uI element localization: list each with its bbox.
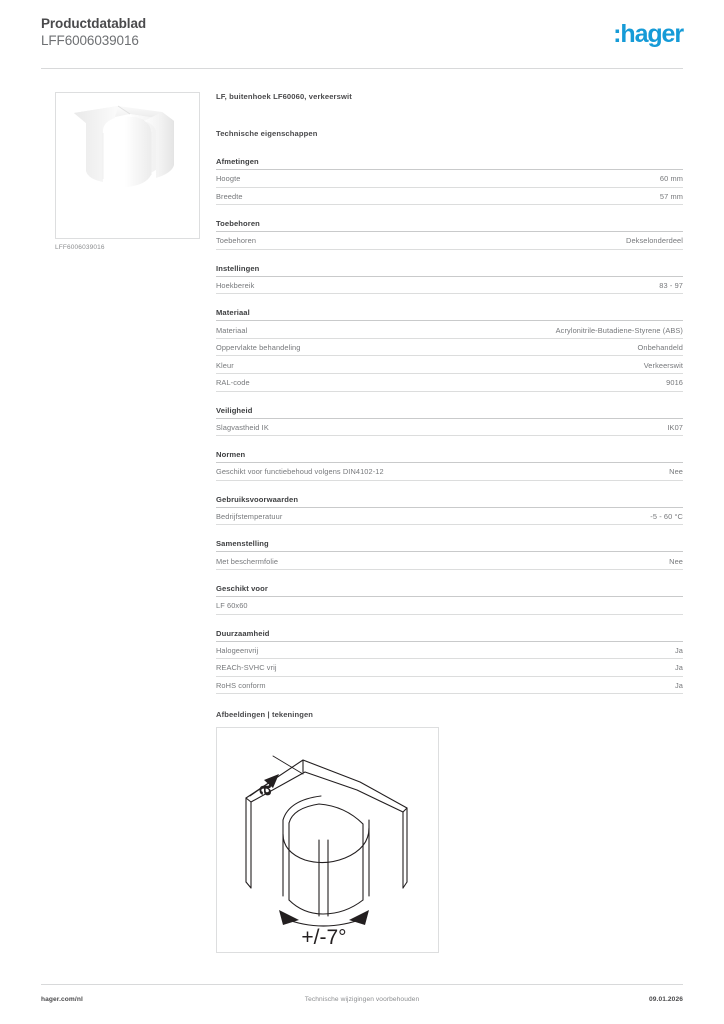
spec-label: Halogeenvrij [216,645,259,655]
spec-group-title: Instellingen [216,264,683,277]
tech-properties-heading: Technische eigenschappen [216,129,318,138]
spec-label: Geschikt voor functiebehoud volgens DIN4102-12 [216,467,384,477]
spec-group [216,584,683,615]
spec-value: Verkeerswit [643,360,683,370]
spec-group-title: Samenstelling [216,539,683,552]
spec-value: IK07 [667,422,683,432]
spec-group-title: Toebehoren [216,219,683,232]
spec-value: 60 mm [659,174,683,184]
logo-wordmark: hager [620,20,683,48]
spec-label: REACh-SVHC vrij [216,663,277,673]
spec-group-title: Normen [216,450,683,463]
drawings-heading: Afbeeldingen | tekeningen [216,710,314,720]
spec-row [216,463,683,481]
spec-row [216,597,683,615]
spec-row [216,419,683,437]
technical-drawing-frame [216,727,439,953]
spec-row [216,642,683,660]
spec-label: RAL-code [216,378,250,388]
spec-group [216,539,683,570]
spec-group-title: Duurzaamheid [216,629,683,642]
spec-group [216,157,683,205]
spec-row [216,232,683,250]
spec-value: Ja [674,663,683,673]
spec-row [216,321,683,339]
main-content [216,92,683,953]
spec-group-title: Veiligheid [216,406,683,419]
spec-group-title: Materiaal [216,308,683,321]
spec-groups [216,157,683,694]
spec-value: Ja [674,645,683,655]
spec-value: Nee [669,467,683,477]
footer-date: 09.01.2026 [648,996,683,1003]
logo-colon-mark: : [613,20,621,48]
spec-group [216,406,683,437]
spec-row [216,277,683,295]
spec-value: 9016 [666,378,683,388]
product-photo-corner-piece [56,93,197,236]
spec-label: Oppervlakte behandeling [216,343,301,353]
page-footer [41,996,683,1010]
spec-label: Kleur [216,360,234,370]
spec-group [216,308,683,391]
spec-row [216,508,683,526]
spec-label: Materiaal [216,325,248,335]
spec-group [216,495,683,526]
spec-value: Dekselonderdeel [626,236,683,246]
spec-value: 83 - 97 [659,280,683,290]
page-title: Productdatablad [41,16,147,31]
product-name: LF, buitenhoek LF60060, verkeerswit [216,92,352,101]
spec-label: Toebehoren [216,236,257,246]
technical-drawing-corner-piece [217,728,436,950]
spec-group-title: Gebruiksvoorwaarden [216,495,683,508]
header-divider [41,68,683,69]
dimension-label-a: a [253,784,276,797]
spec-row [216,677,683,695]
spec-group-title: Afmetingen [216,157,683,170]
spec-label: Met beschermfolie [216,556,279,566]
footer-disclaimer: Technische wijzigingen voorbehouden [304,996,420,1003]
spec-value: 57 mm [659,191,683,201]
spec-row [216,552,683,570]
spec-label: Bedrijfstemperatuur [216,511,283,521]
spec-label: LF 60x60 [216,601,248,611]
spec-group-title: Geschikt voor [216,584,683,597]
spec-row [216,339,683,357]
spec-label: Hoekbereik [216,280,255,290]
page-header [41,16,683,68]
footer-website-link[interactable]: hager.com/nl [41,996,83,1003]
product-reference: LFF6006039016 [41,33,139,48]
angle-range-label: +/-7° [301,926,347,950]
hager-logo[interactable] [613,21,683,47]
footer-divider [41,984,683,985]
spec-row [216,188,683,206]
spec-label: Hoogte [216,174,241,184]
spec-group [216,219,683,250]
spec-row [216,659,683,677]
spec-value: -5 - 60 °C [650,511,683,521]
spec-group [216,450,683,481]
spec-label: Breedte [216,191,243,201]
spec-value: Ja [674,680,683,690]
spec-row [216,356,683,374]
spec-label: Slagvastheid IK [216,422,269,432]
spec-row [216,374,683,392]
spec-row [216,170,683,188]
spec-label: RoHS conform [216,680,266,690]
spec-group [216,264,683,295]
spec-value: Nee [669,556,683,566]
product-photo-caption: LFF6006039016 [55,244,105,251]
spec-group [216,629,683,695]
product-photo-frame [55,92,200,239]
spec-value: Onbehandeld [637,343,683,353]
spec-value: Acrylonitrile-Butadiene-Styrene (ABS) [555,325,683,335]
